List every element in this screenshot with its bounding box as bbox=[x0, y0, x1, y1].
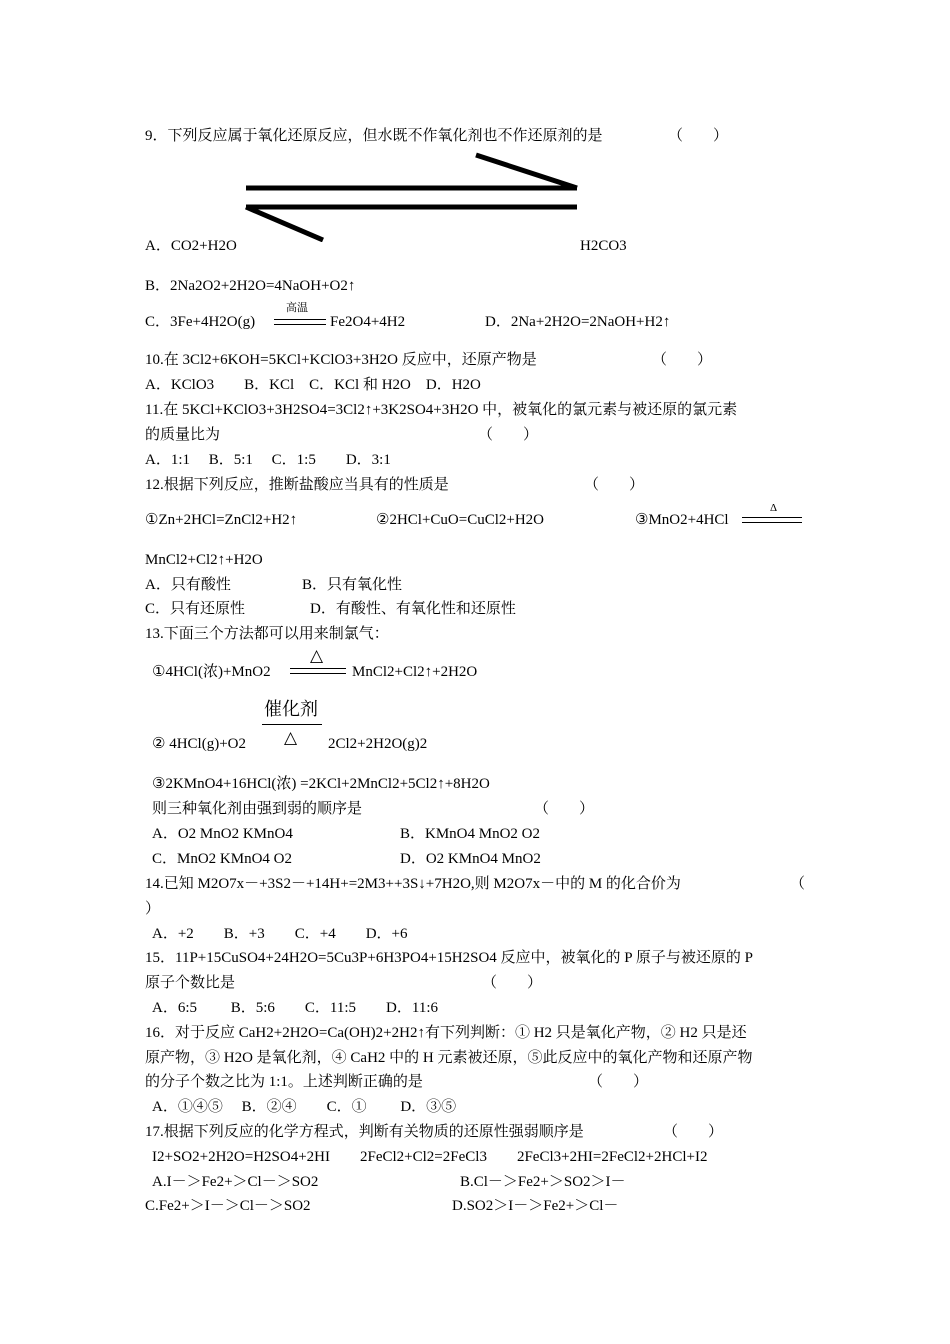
q11-answer-paren: （ ） bbox=[478, 427, 539, 443]
reversible-arrow-icon bbox=[240, 152, 580, 242]
q13-answer-paren: （ ） bbox=[534, 801, 595, 817]
q17-answer-paren: （ ） bbox=[663, 1124, 724, 1140]
q13-stem: 13.下面三个方法都可以用来制氯气： bbox=[145, 626, 389, 642]
q10-stem: 10.在 3Cl2+6KOH=5KCl+KClO3+3H2O 反应中，还原产物是 bbox=[145, 352, 537, 368]
q9-option-d: D．2Na+2H2O=2NaOH+H2↑ bbox=[485, 314, 671, 330]
q9-option-c-condition: 高温 bbox=[286, 302, 308, 314]
q13-question: 则三种氧化剂由强到弱的顺序是 bbox=[152, 801, 363, 817]
q12-option-b: B．只有氧化性 bbox=[302, 577, 403, 593]
q15-options: A．6:5 B．5:6 C．11:5 D．11:6 bbox=[152, 1000, 438, 1016]
q11-options: A．1:1 B．5:1 C．1:5 D．3:1 bbox=[145, 452, 391, 468]
q14-paren-close: ） bbox=[145, 901, 161, 917]
q9-option-a: A．CO2+H2O bbox=[145, 238, 237, 254]
q13-option-d: D．O2 KMnO4 MnO2 bbox=[400, 851, 541, 867]
q13-method-1-equals bbox=[290, 668, 346, 674]
q17-option-d: D.SO2＞I－＞Fe2+＞Cl－ bbox=[452, 1198, 619, 1214]
q15-answer-paren: （ ） bbox=[482, 975, 543, 991]
q12-reaction-3-product: MnCl2+Cl2↑+H2O bbox=[145, 552, 263, 568]
q16-line-2: 原产物，③ H2O 是氧化剂，④ CaH2 中的 H 元素被还原，⑤此反应中的氧化产物和还原产物 bbox=[145, 1050, 753, 1066]
q12-option-a: A．只有酸性 bbox=[145, 577, 231, 593]
q9-answer-paren: （ ） bbox=[668, 128, 729, 144]
q13-method-2-condition-top: 催化剂 bbox=[264, 699, 318, 720]
q13-method-1-condition: △ bbox=[310, 646, 324, 665]
q17-option-c: C.Fe2+＞I－＞Cl－＞SO2 bbox=[145, 1198, 311, 1214]
q13-method-1-right: MnCl2+Cl2↑+2H2O bbox=[352, 664, 478, 680]
q9-option-c-right: Fe2O4+4H2 bbox=[330, 314, 406, 330]
q16-options: A．①④⑤ B．②④ C．① D．③⑤ bbox=[152, 1099, 457, 1115]
q9-option-c-equals bbox=[274, 319, 326, 325]
q10-options: A．KClO3 B．KCl C．KCl 和 H2O D．H2O bbox=[145, 377, 481, 393]
q12-stem: 12.根据下列反应，推断盐酸应当具有的性质是 bbox=[145, 477, 449, 493]
q13-option-a: A．O2 MnO2 KMnO4 bbox=[152, 826, 293, 842]
q12-option-d: D．有酸性、有氧化性和还原性 bbox=[310, 601, 516, 617]
q10-answer-paren: （ ） bbox=[652, 352, 713, 368]
q12-answer-paren: （ ） bbox=[584, 477, 645, 493]
q12-reaction-1: ①Zn+2HCl=ZnCl2+H2↑ bbox=[145, 512, 298, 528]
q12-reaction-3-condition: Δ bbox=[770, 502, 778, 514]
q17-option-b: B.Cl－＞Fe2+＞SO2＞I－ bbox=[460, 1174, 626, 1190]
q17-stem: 17.根据下列反应的化学方程式，判断有关物质的还原性强弱顺序是 bbox=[145, 1124, 584, 1140]
q12-reaction-3-equals bbox=[742, 517, 802, 523]
q17-reactions: I2+SO2+2H2O=H2SO4+2HI 2FeCl2+Cl2=2FeCl3 2FeCl3+2HI=2FeCl2+2HCl+I2 bbox=[152, 1149, 708, 1165]
q14-line-1: 14.已知 M2O7x－+3S2－+14H+=2M3++3S↓+7H2O,则 M2O7x－中的 M 的化合价为 bbox=[145, 876, 681, 892]
q9-option-b: B．2Na2O2+2H2O=4NaOH+O2↑ bbox=[145, 278, 356, 294]
q9-option-a-product: H2CO3 bbox=[580, 238, 627, 254]
q9-stem: 9．下列反应属于氧化还原反应，但水既不作氧化剂也不作还原剂的是 bbox=[145, 128, 603, 144]
q13-method-1-left: ①4HCl(浓)+MnO2 bbox=[152, 664, 271, 680]
q13-method-2-right: 2Cl2+2H2O(g)2 bbox=[328, 736, 428, 752]
q15-line-2: 原子个数比是 bbox=[145, 975, 236, 991]
q12-reaction-2: ②2HCl+CuO=CuCl2+H2O bbox=[376, 512, 545, 528]
q12-reaction-3: ③MnO2+4HCl bbox=[635, 512, 729, 528]
q13-method-2-left: ② 4HCl(g)+O2 bbox=[152, 736, 246, 752]
q11-line-2: 的质量比为 bbox=[145, 427, 221, 443]
q16-answer-paren: （ ） bbox=[588, 1074, 649, 1090]
q16-line-1: 16．对于反应 CaH2+2H2O=Ca(OH)2+2H2↑有下列判断：① H2 只是氧化产物，② H2 只是还 bbox=[145, 1025, 747, 1041]
q11-line-1: 11.在 5KCl+KClO3+3H2SO4=3Cl2↑+3K2SO4+3H2O 中，被氧化的氯元素与被还原的氯元素 bbox=[145, 402, 738, 418]
q13-option-c: C．MnO2 KMnO4 O2 bbox=[152, 851, 293, 867]
q16-line-3: 的分子个数之比为 1:1。上述判断正确的是 bbox=[145, 1074, 423, 1090]
q14-options: A．+2 B．+3 C．+4 D．+6 bbox=[152, 926, 408, 942]
q17-option-a: A.I－＞Fe2+＞Cl－＞SO2 bbox=[152, 1174, 319, 1190]
q13-option-b: B．KMnO4 MnO2 O2 bbox=[400, 826, 541, 842]
q13-method-3: ③2KMnO4+16HCl(浓) =2KCl+2MnCl2+5Cl2↑+8H2O bbox=[152, 776, 490, 792]
q9-option-c-left: C．3Fe+4H2O(g) bbox=[145, 314, 256, 330]
q12-option-c: C．只有还原性 bbox=[145, 601, 246, 617]
q14-paren-open: （ bbox=[790, 876, 806, 892]
q15-line-1: 15．11P+15CuSO4+24H2O=5Cu3P+6H3PO4+15H2SO4 反应中，被氧化的 P 原子与被还原的 P bbox=[145, 950, 753, 966]
q13-method-2-condition-bottom: △ bbox=[284, 728, 298, 747]
q13-method-2-divider bbox=[262, 724, 322, 725]
